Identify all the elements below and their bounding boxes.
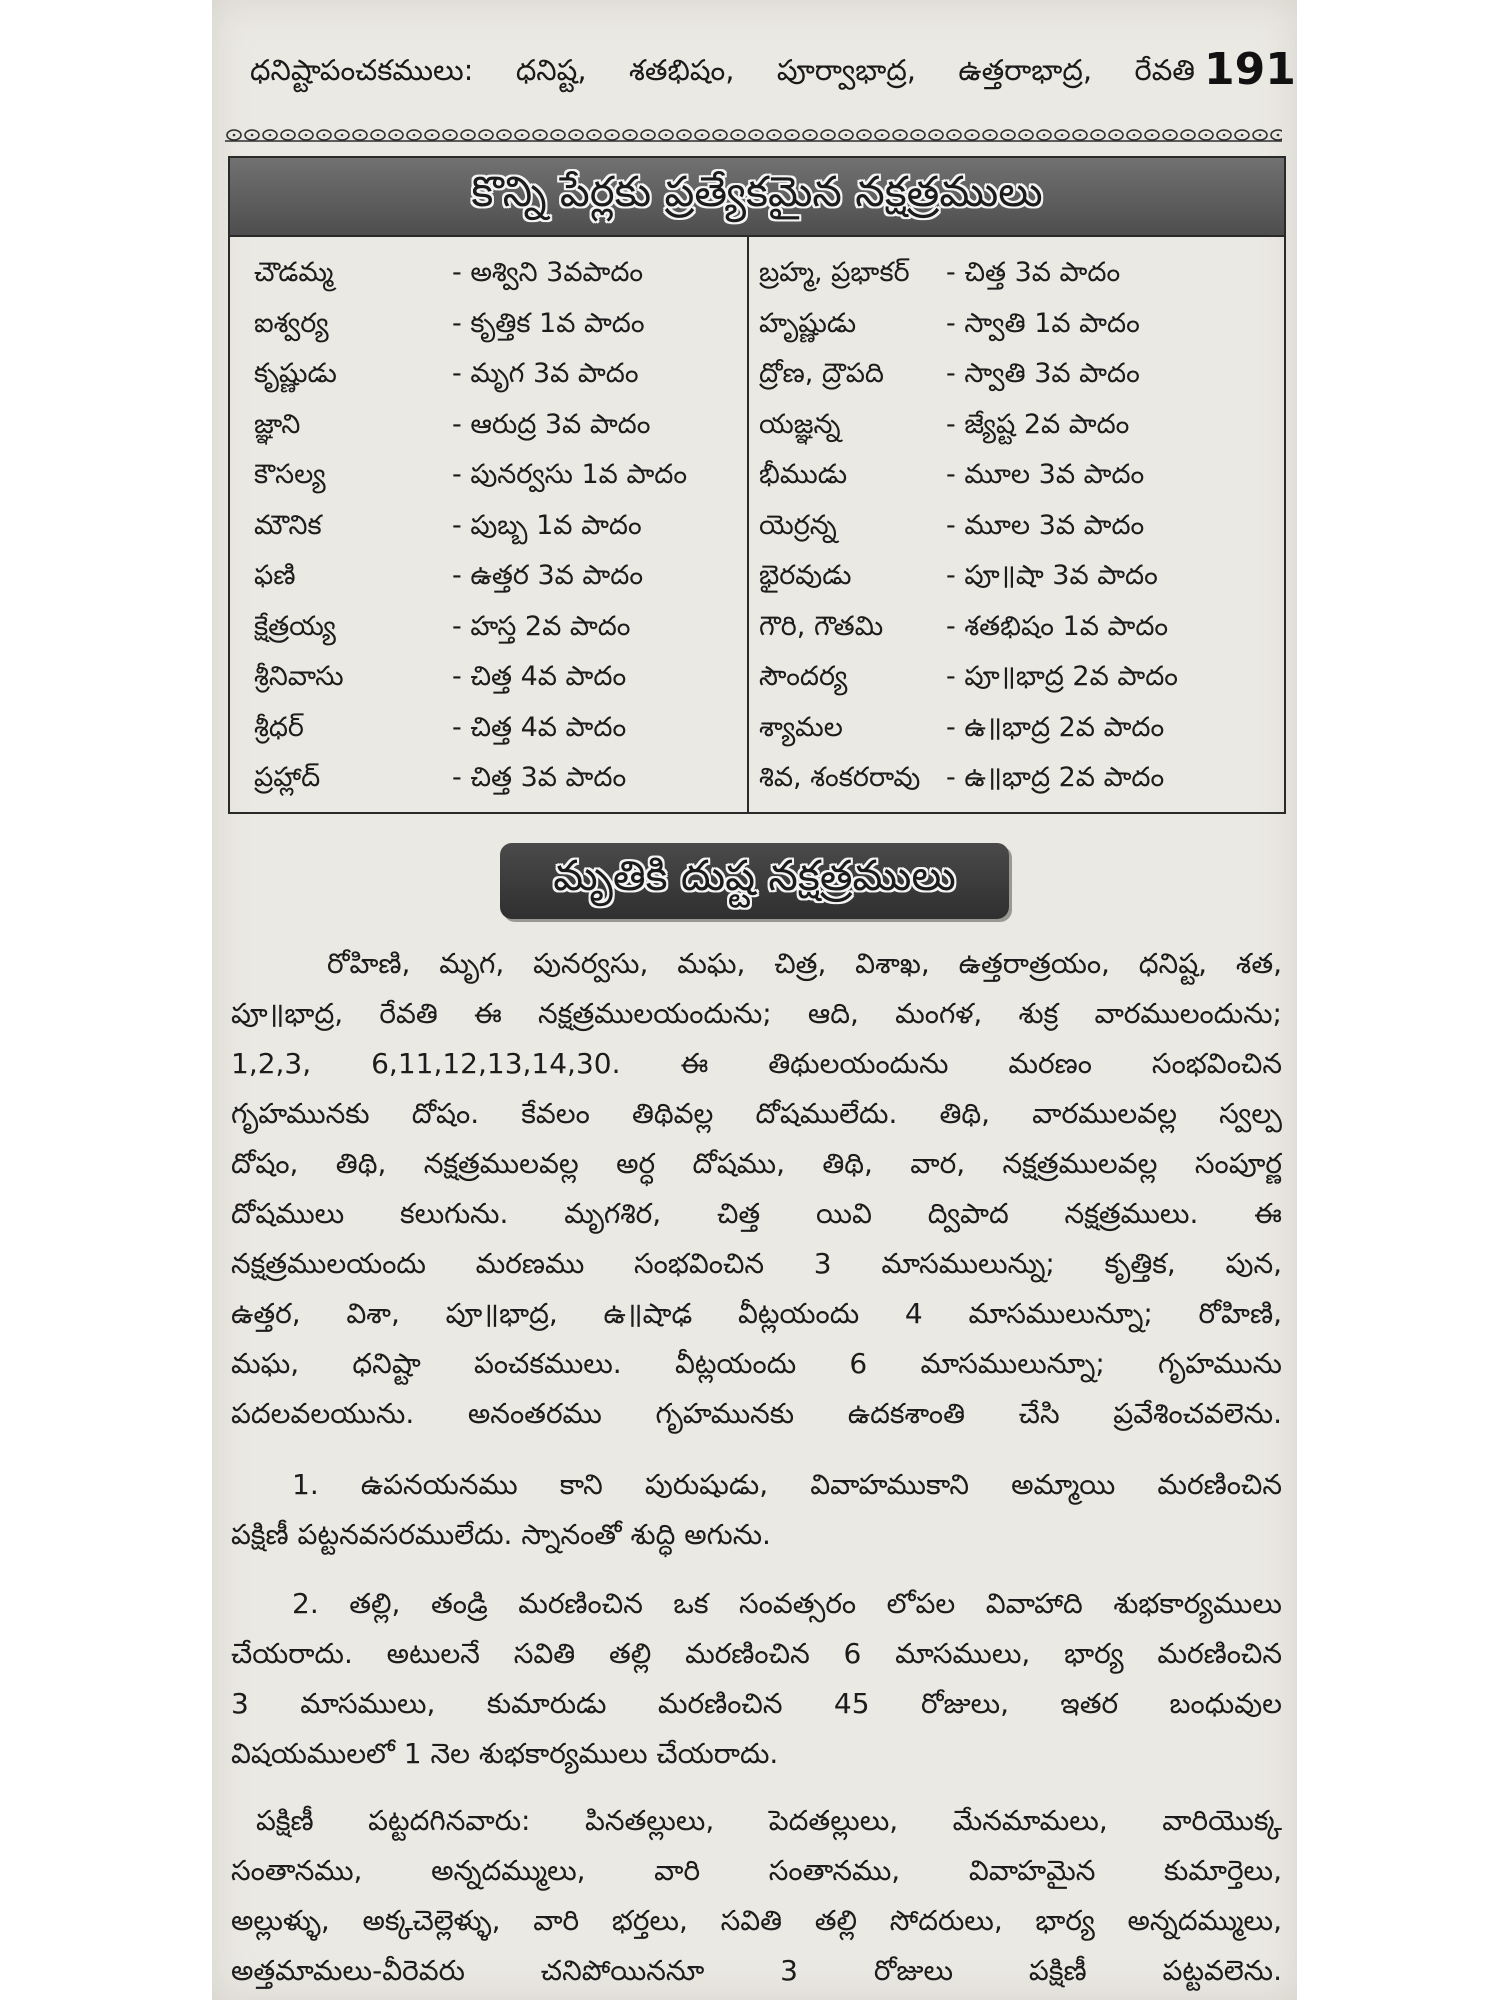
- text-line: చేయరాదు. అటులనే సవితి తల్లి మరణించిన 6 మాసములు, భార్య మరణించిన: [231, 1637, 1282, 1670]
- row-name: భైరవుడు: [759, 560, 852, 591]
- table-row: [254, 602, 747, 653]
- text-line: అత్తమామలు-వీరెవరు చనిపోయిననూ 3 రోజులు పక్షిణీ పట్టవలెను.: [231, 1954, 1282, 1987]
- section-title: మృతికి దుష్ట నక్షత్రములు: [553, 851, 956, 900]
- row-name: భీముడు: [759, 459, 848, 490]
- row-name: సౌందర్య: [759, 661, 848, 692]
- paragraph: [231, 1579, 1282, 1779]
- table-body: [230, 237, 1284, 812]
- decorative-border: [225, 128, 1282, 144]
- row-star: - స్వాతి 1వ పాదం: [946, 307, 1140, 339]
- row-name: హృష్ణుడు: [759, 307, 857, 339]
- text-line: అల్లుళ్ళు, అక్కచెల్లెళ్ళు, వారి భర్తలు, సవితి తల్లి సోదరులు, భార్య అన్నదమ్ములు,: [231, 1904, 1282, 1937]
- text-line: విషయములలో 1 నెల శుభకార్యములు చేయరాదు.: [231, 1737, 779, 1770]
- row-name: ద్రోణ, ద్రౌపది: [759, 358, 884, 389]
- section-heading: [500, 843, 1009, 919]
- paragraph: [231, 1796, 1282, 1996]
- table-row: [759, 450, 1284, 501]
- row-name: యజ్ఞన్న: [759, 408, 841, 440]
- paragraph: [231, 939, 1282, 1439]
- row-star: - ఉ॥భాద్ర 2వ పాదం: [946, 762, 1165, 793]
- row-star: - శతభిషం 1వ పాదం: [946, 610, 1169, 642]
- text-line: పదలవలయును. అనంతరము గృహమునకు ఉదకశాంతి చేసి ప్రవేశించవలెను.: [231, 1397, 1282, 1430]
- text-line: దోషములు కలుగును. మృగశిర, చిత్త యివి ద్విపాద నక్షత్రములు. ఈ: [231, 1197, 1282, 1230]
- table-row: [254, 501, 747, 552]
- table-row: [759, 400, 1284, 451]
- table-row: [759, 299, 1284, 350]
- page-paper: [212, 0, 1297, 2000]
- row-name: కృష్ణుడు: [254, 358, 337, 389]
- row-name: జ్ఞాని: [254, 408, 301, 440]
- row-star: - స్వాతి 3వ పాదం: [946, 358, 1140, 389]
- table-row: [759, 349, 1284, 400]
- table-row: [759, 753, 1284, 804]
- row-star: - పూ॥షా 3వ పాదం: [946, 560, 1158, 591]
- text-line: గృహమునకు దోషం. కేవలం తిథివల్ల దోషములేదు. తిథి, వారములవల్ల స్వల్ప: [231, 1097, 1282, 1130]
- table-row: [254, 349, 747, 400]
- table-row: [254, 753, 747, 804]
- table-title-band: [230, 158, 1284, 237]
- row-name: మౌనిక: [254, 509, 322, 541]
- table-row: [254, 703, 747, 754]
- table-row: [254, 248, 747, 299]
- table-row: [759, 602, 1284, 653]
- text-line: పక్షిణీ పట్టనవసరములేదు. స్నానంతో శుద్ధి అగును.: [231, 1518, 771, 1551]
- row-star: - హస్త 2వ పాదం: [452, 610, 631, 642]
- paragraph: [231, 1460, 1282, 1560]
- row-name: ఫణి: [254, 560, 296, 591]
- text-line: పక్షిణీ పట్టదగినవారు: పినతల్లులు, పెదతల్లులు, మేనమామలు, వారియొక్క: [256, 1804, 1282, 1837]
- table-row: [759, 248, 1284, 299]
- row-name: శ్రీనివాసు: [254, 661, 344, 692]
- table-row: [254, 551, 747, 602]
- row-star: - చిత్త 3వ పాదం: [946, 257, 1121, 288]
- text-line: రోహిణి, మృగ, పునర్వసు, మఘ, చిత్ర, విశాఖ, ఉత్తరాత్రయం, ధనిష్ట, శత,: [327, 947, 1282, 980]
- row-star: - ఉ॥భాద్ర 2వ పాదం: [946, 711, 1165, 743]
- row-name: ఐశ్వర్య: [254, 307, 329, 339]
- row-star: - జ్యేష్ట 2వ పాదం: [946, 408, 1130, 440]
- table-row: [254, 299, 747, 350]
- row-name: యెర్రన్న: [759, 509, 837, 541]
- row-star: - పుబ్బ 1వ పాదం: [452, 509, 642, 541]
- table-row: [254, 652, 747, 703]
- row-name: కౌసల్య: [254, 459, 326, 490]
- row-name: శ్రీధర్: [254, 711, 304, 743]
- table-row: [759, 551, 1284, 602]
- text-line: నక్షత్రములయందు మరణము సంభవించిన 3 మాసములున్ను; కృత్తిక, పున,: [231, 1247, 1282, 1280]
- running-title: ధనిష్టాపంచకములు: ధనిష్ట, శతభిషం, పూర్వాభాద్ర, ఉత్తరాభాద్ర, రేవతి: [250, 53, 1195, 87]
- row-star: - మూల 3వ పాదం: [946, 459, 1145, 490]
- row-star: - ఉత్తర 3వ పాదం: [452, 560, 644, 591]
- row-star: - అశ్విని 3వపాదం: [452, 257, 644, 288]
- row-star: - మృగ 3వ పాదం: [452, 358, 639, 389]
- text-line: 3 మాసములు, కుమారుడు మరణించిన 45 రోజులు, ఇతర బంధువుల: [231, 1687, 1282, 1720]
- row-star: - కృత్తిక 1వ పాదం: [452, 307, 645, 339]
- row-star: - పునర్వసు 1వ పాదం: [452, 459, 688, 490]
- row-star: - చిత్త 4వ పాదం: [452, 711, 627, 743]
- row-star: - పూ॥భాద్ర 2వ పాదం: [946, 661, 1178, 692]
- text-line: 2. తల్లి, తండ్రి మరణించిన ఒక సంవత్సరం లోపల వివాహాది శుభకార్యములు: [292, 1587, 1282, 1620]
- table-title: కొన్ని పేర్లకు ప్రత్యేకమైన నక్షత్రములు: [471, 166, 1043, 216]
- row-name: గౌరి, గౌతమి: [759, 610, 884, 642]
- table-column-left: [230, 237, 747, 812]
- text-line: ఉత్తర, విశా, పూ॥భాద్ర, ఉ॥షాఢ వీట్లయందు 4 మాసములున్నూ; రోహిణి,: [231, 1297, 1282, 1330]
- row-star: - మూల 3వ పాదం: [946, 509, 1145, 541]
- table-row: [759, 652, 1284, 703]
- row-name: శ్యామల: [759, 711, 843, 743]
- text-line: మఘ, ధనిష్టా పంచకములు. వీట్లయందు 6 మాసములున్నూ; గృహమును: [231, 1347, 1282, 1380]
- name-star-table: [228, 156, 1286, 814]
- page-number: 191: [1204, 44, 1296, 95]
- row-name: క్షేత్రయ్య: [254, 610, 336, 642]
- row-star: - చిత్త 4వ పాదం: [452, 661, 627, 692]
- row-name: శివ, శంకరరావు: [759, 762, 921, 793]
- text-line: 1. ఉపనయనము కాని పురుషుడు, వివాహముకాని అమ్మాయి మరణించిన: [292, 1468, 1282, 1501]
- table-column-right: [747, 237, 1284, 812]
- row-name: బ్రహ్మ, ప్రభాకర్: [759, 257, 910, 288]
- table-row: [254, 400, 747, 451]
- text-line: సంతానము, అన్నదమ్ములు, వారి సంతానము, వివాహమైన కుమార్తెలు,: [231, 1854, 1282, 1887]
- row-star: - చిత్త 3వ పాదం: [452, 762, 627, 793]
- row-star: - ఆరుద్ర 3వ పాదం: [452, 408, 651, 440]
- row-name: ప్రహ్లాద్: [254, 762, 321, 793]
- text-line: దోషం, తిథి, నక్షత్రములవల్ల అర్ధ దోషము, తిథి, వార, నక్షత్రములవల్ల సంపూర్ణ: [231, 1147, 1282, 1180]
- row-name: చౌడమ్మ: [254, 257, 334, 288]
- table-row: [254, 450, 747, 501]
- text-line: 1,2,3, 6,11,12,13,14,30. ఈ తిథులయందును మరణం సంభవించిన: [231, 1047, 1282, 1080]
- table-row: [759, 703, 1284, 754]
- text-line: పూ॥భాద్ర, రేవతి ఈ నక్షత్రములయందును; ఆది, మంగళ, శుక్ర వారములందును;: [231, 997, 1282, 1030]
- table-row: [759, 501, 1284, 552]
